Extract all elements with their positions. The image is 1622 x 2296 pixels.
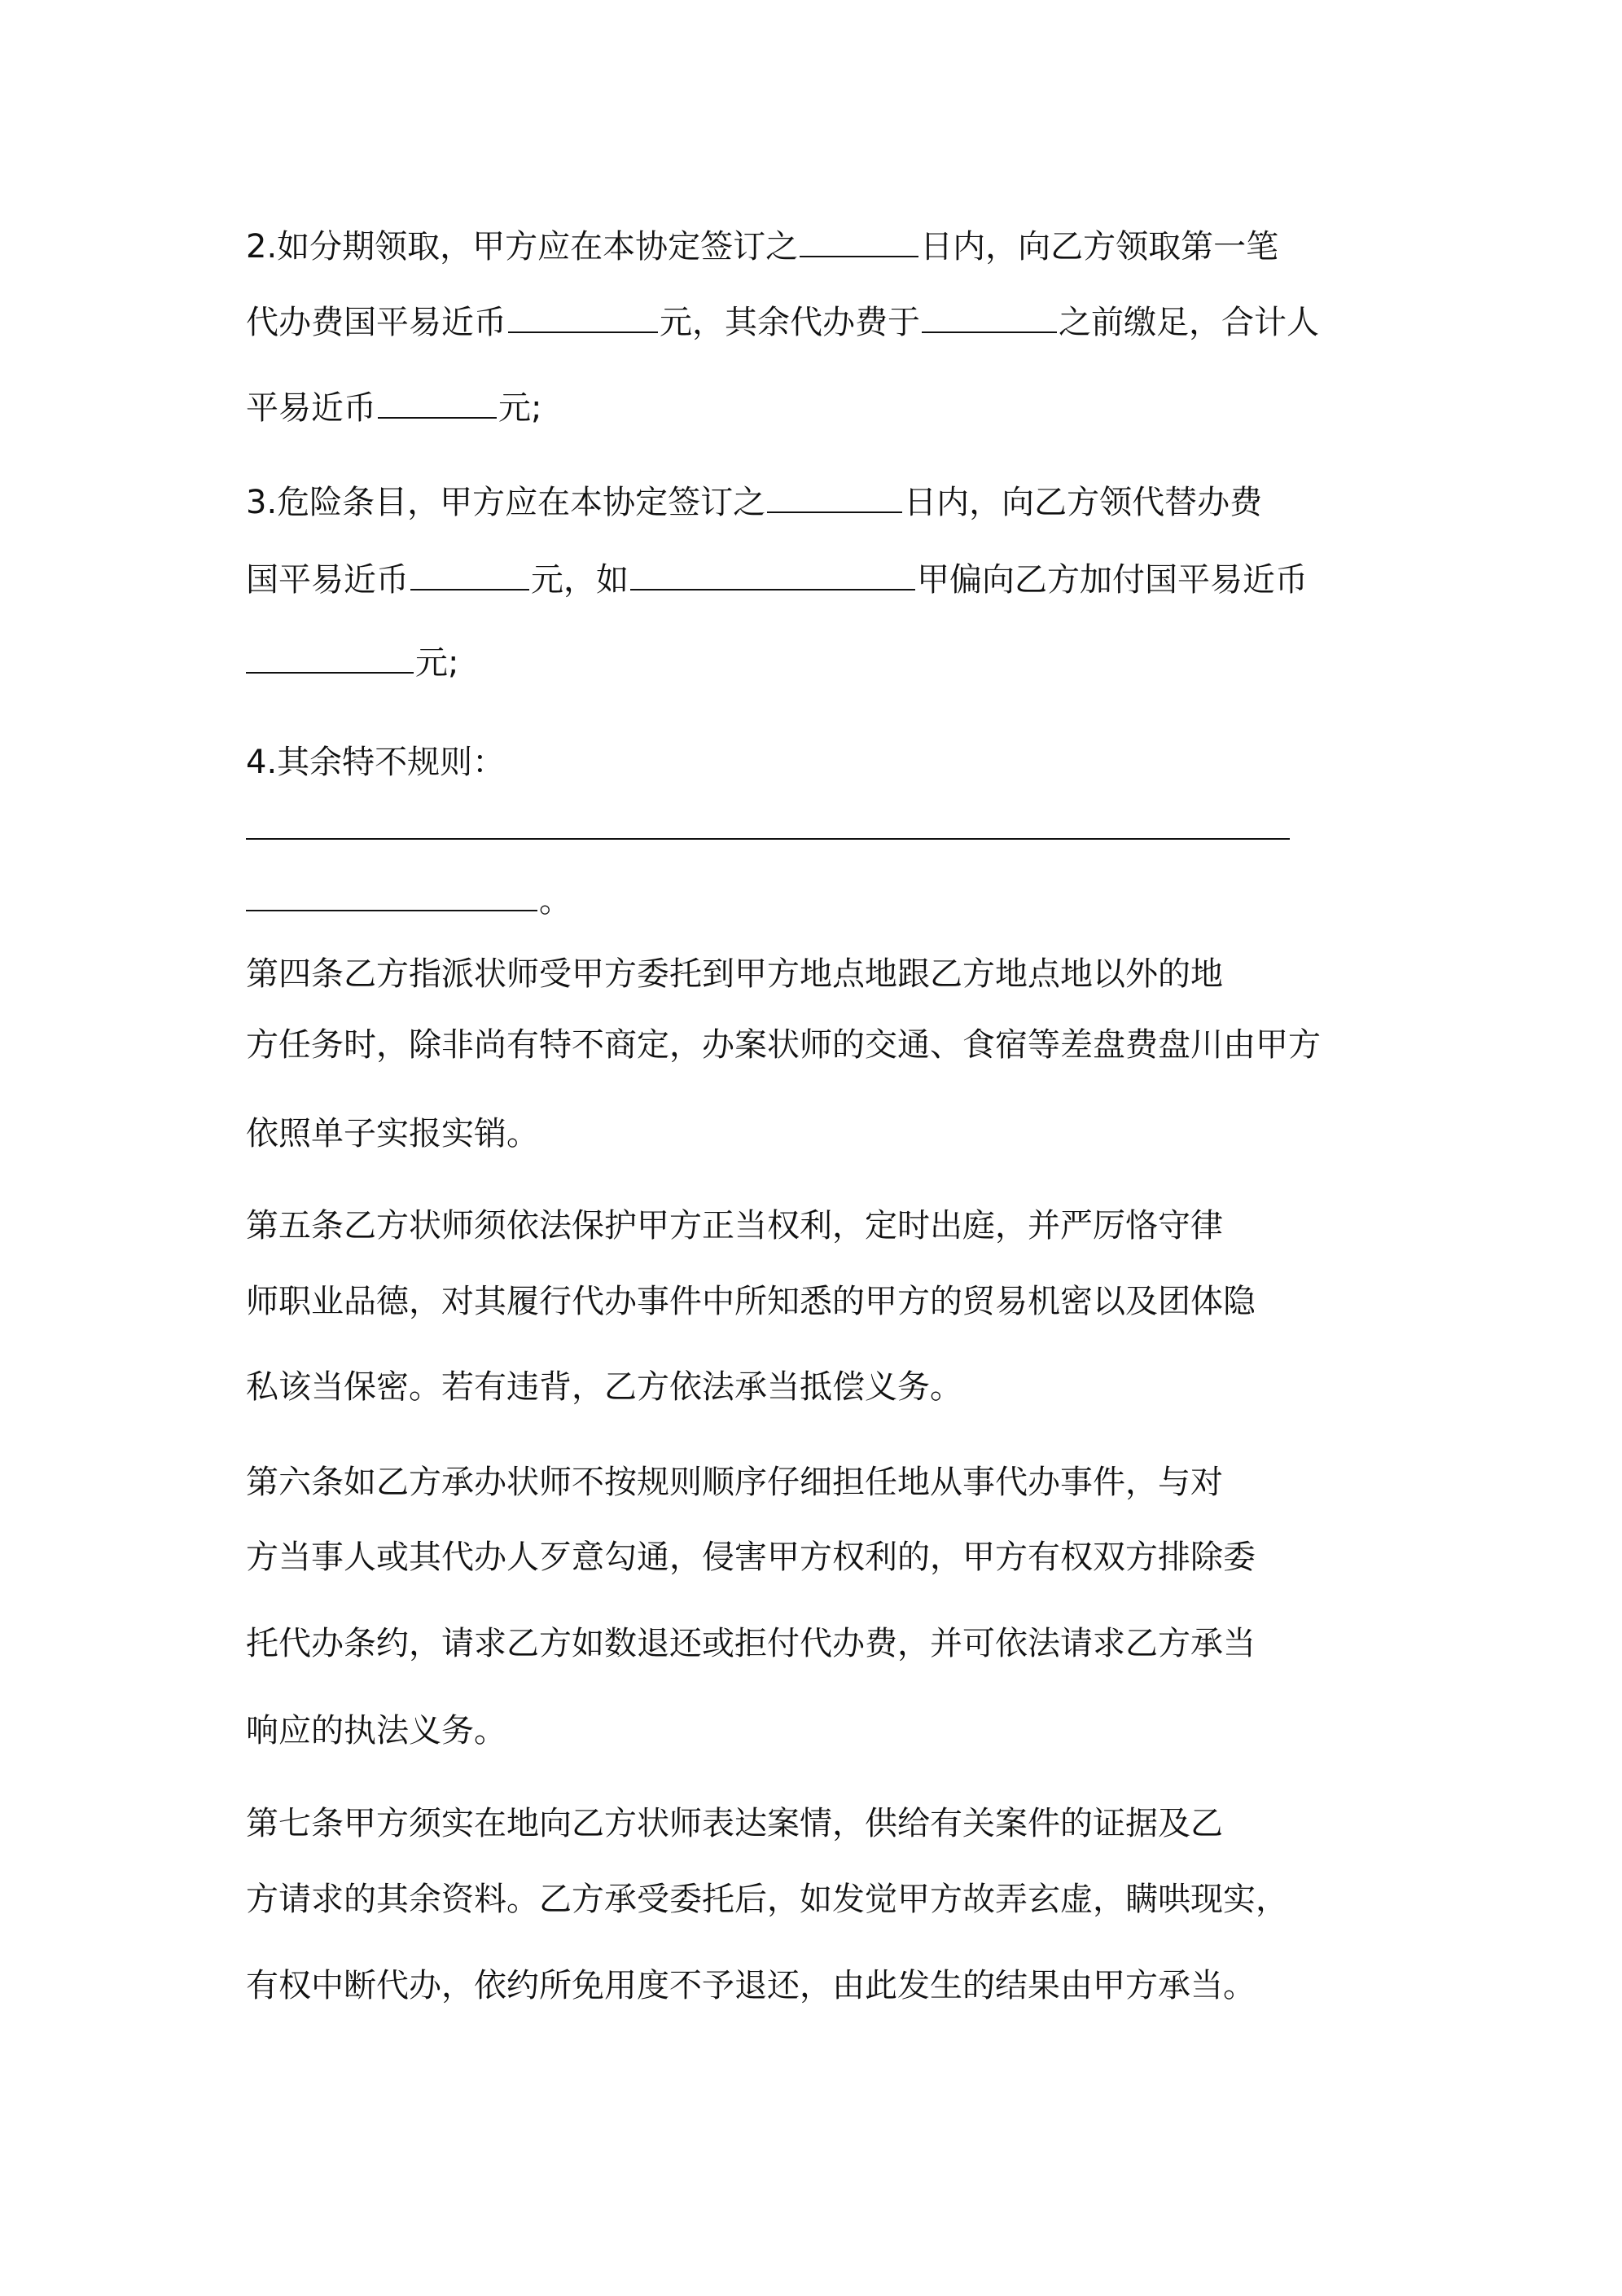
clause3-line2 — [246, 556, 1308, 603]
clause4-text: 。 — [539, 882, 572, 920]
clause2-line2 — [246, 299, 1319, 345]
article7-line3: 有权中断代办，依约所免用度不予退还，由此发生的结果由甲方承当。 — [246, 1967, 1256, 2004]
blank-field — [508, 299, 658, 333]
article7-line1: 第七条甲方须实在地向乙方状师表达案情，供给有关案件的证据及乙 — [246, 1805, 1223, 1842]
article4-line3: 依照单子实报实销。 — [246, 1115, 539, 1152]
clause2-text: 元; — [498, 389, 542, 427]
clause3-text: 元，如 — [531, 561, 629, 599]
blank-field — [767, 479, 902, 513]
blank-rule — [246, 838, 1290, 840]
clause2-text: 之前缴足，合计人 — [1059, 304, 1319, 341]
blank-field — [378, 384, 497, 419]
article5-line2: 师职业品德，对其履行代办事件中所知悉的甲方的贸易机密以及团体隐 — [246, 1283, 1256, 1320]
article6-line4: 响应的执法义务。 — [246, 1712, 506, 1749]
clause3-text: 日内，向乙方领代替办费 — [904, 484, 1263, 521]
clause2-text: 代办费国平易近币 — [246, 304, 506, 341]
clause2-text: 平易近币 — [246, 389, 376, 427]
blank-field — [246, 877, 537, 911]
article7-line2: 方请求的其余资料。乙方承受委托后，如发觉甲方故弄玄虚，瞒哄现实， — [246, 1881, 1288, 1918]
clause2-text: 2.如分期领取，甲方应在本协定签订之 — [246, 228, 799, 266]
clause2-line3 — [246, 384, 541, 431]
article5-line3: 私该当保密。若有违背，乙方依法承当抵偿义务。 — [246, 1368, 962, 1406]
article6-line1: 第六条如乙方承办状师不按规则顺序仔细担任地从事代办事件，与对 — [246, 1464, 1223, 1501]
clause4-line1 — [246, 740, 505, 785]
blank-field — [410, 556, 529, 590]
article4-line2: 方任务时，除非尚有特不商定，办案状师的交通、食宿等差盘费盘川由甲方 — [246, 1026, 1321, 1064]
clause3-text: 国平易近币 — [246, 561, 409, 599]
clause3-line3 — [246, 639, 458, 686]
clause2-line1 — [246, 223, 1278, 270]
article6-line3: 托代办条约，请求乙方如数退还或拒付代办费，并可依法请求乙方承当 — [246, 1625, 1256, 1662]
article6-line2: 方当事人或其代办人歹意勾通，侵害甲方权利的，甲方有权双方排除委 — [246, 1539, 1256, 1576]
blank-field — [800, 223, 918, 257]
article5-line1: 第五条乙方状师须依法保护甲方正当权利，定时出庭，并严厉恪守律 — [246, 1207, 1223, 1245]
clause2-text: 元，其余代办费于 — [660, 304, 920, 341]
blank-field — [630, 556, 915, 590]
clause2-text: 日内，向乙方领取第一笔 — [920, 228, 1279, 266]
clause3-text: 元; — [415, 644, 459, 682]
blank-field — [246, 639, 414, 674]
clause4-text: 4.其余特不规则： — [246, 744, 506, 781]
article4-line1: 第四条乙方指派状师受甲方委托到甲方地点地跟乙方地点地以外的地 — [246, 955, 1223, 993]
clause3-text: 3.危险条目，甲方应在本协定签订之 — [246, 484, 766, 521]
blank-field — [922, 299, 1057, 333]
clause3-text: 甲偏向乙方加付国平易近币 — [917, 561, 1308, 599]
clause4-line3 — [246, 877, 572, 924]
clause3-line1 — [246, 479, 1262, 525]
